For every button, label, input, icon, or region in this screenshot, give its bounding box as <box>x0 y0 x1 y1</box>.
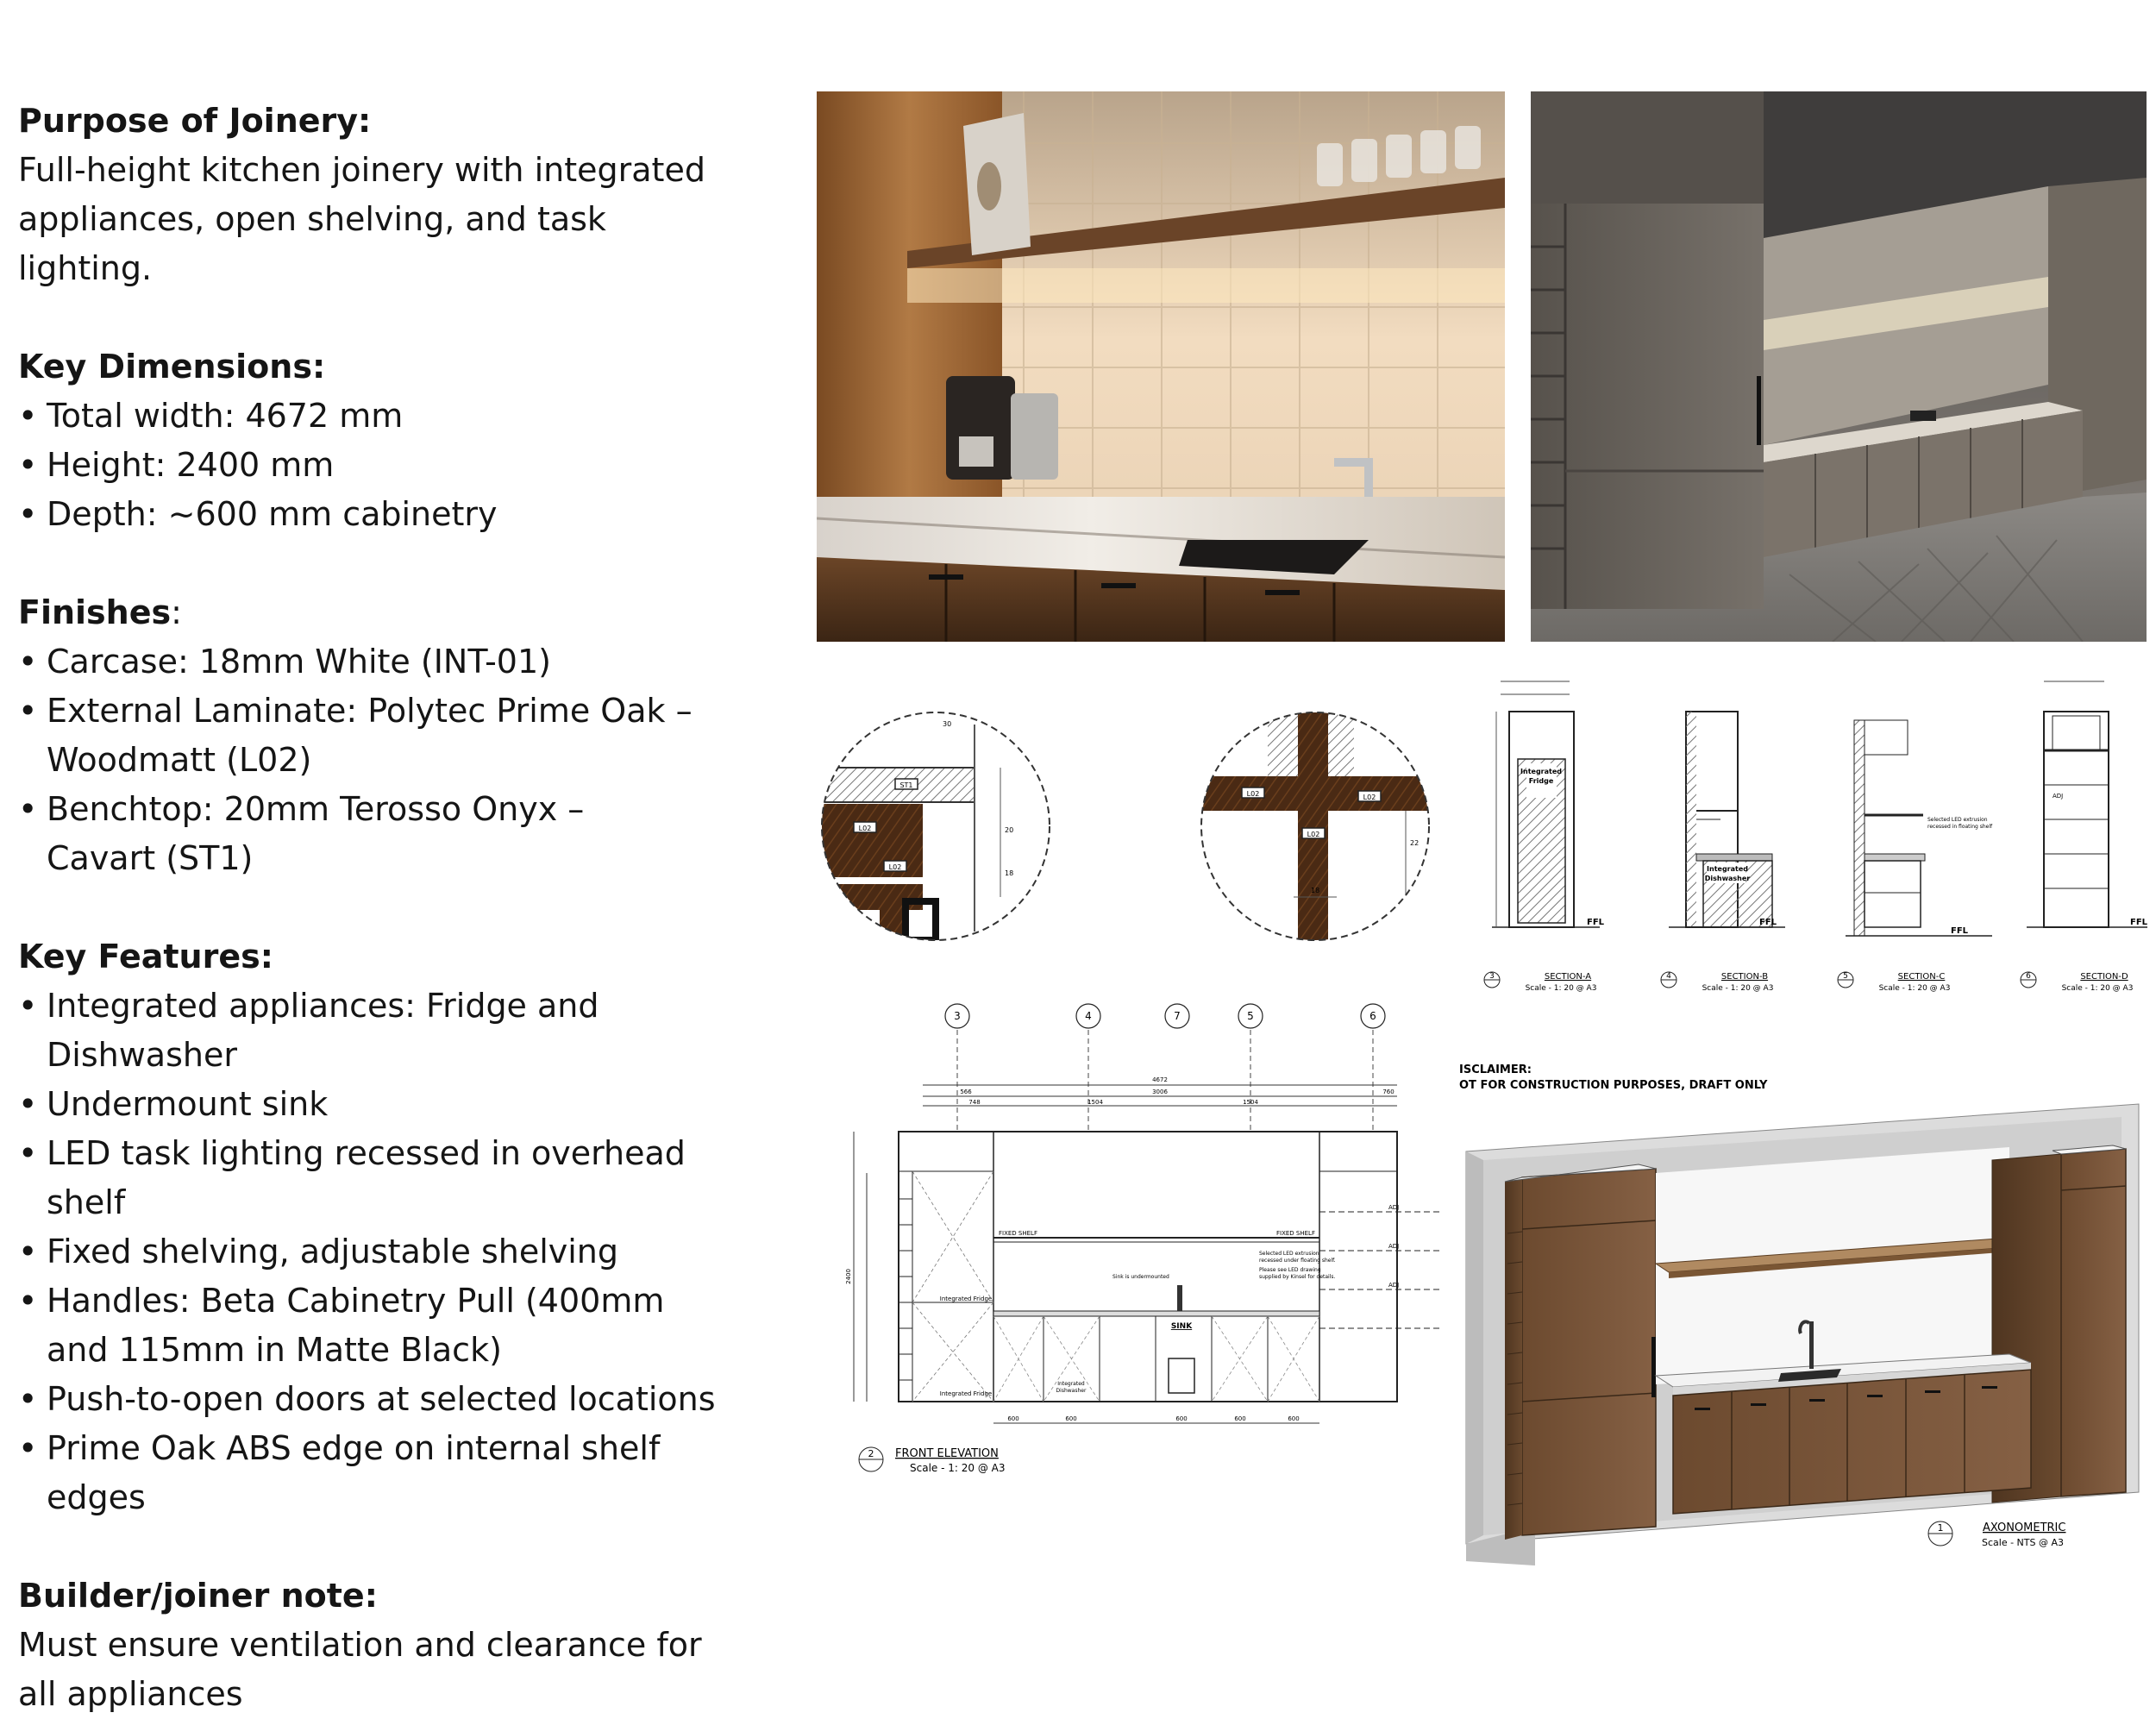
purpose-text: Full-height kitchen joinery with integrated appliances, open shelving, and task lighting. <box>18 151 705 287</box>
dimensions-heading: Key Dimensions: <box>18 348 326 386</box>
elevation-sink-label: SINK <box>1170 1322 1193 1331</box>
detail-dim: 22 <box>1410 839 1420 847</box>
finishes-colon: : <box>171 593 182 631</box>
elevation-scale: Scale - 1: 20 @ A3 <box>910 1462 1006 1474</box>
detail-circle-left <box>819 707 1061 949</box>
finishes-list <box>18 637 699 883</box>
section-b-scale: Scale - 1: 20 @ A3 <box>1702 984 1774 993</box>
features-heading: Key Features: <box>18 938 273 976</box>
elevation-marker: 6 <box>1369 1010 1376 1022</box>
elevation-marker: 4 <box>1085 1010 1092 1022</box>
detail-tag: ST1 <box>899 781 913 789</box>
section-d-title: SECTION-D <box>2080 972 2128 982</box>
section-a-drawing <box>1475 673 1613 992</box>
detail-tag: L02 <box>1307 831 1320 838</box>
elevation-adj-label: ADJ <box>1388 1282 1400 1289</box>
axonometric-number: 1 <box>1937 1522 1944 1534</box>
elevation-adj-label: ADJ <box>1388 1204 1400 1211</box>
section-d-drawing <box>2009 673 2156 992</box>
elevation-dim: 748 <box>968 1099 981 1106</box>
section-c-note1: Selected LED extrusion <box>1927 817 1988 823</box>
section-a-ffl: FFL <box>1587 918 1605 927</box>
elevation-led-note: recessed under floating shelf. <box>1259 1258 1336 1264</box>
elevation-height-dim: 2400 <box>845 1269 852 1284</box>
section-c-drawing <box>1828 673 2001 992</box>
list-item: • Prime Oak ABS edge on internal shelf edges <box>18 1424 760 1522</box>
axonometric-scale: Scale - NTS @ A3 <box>1982 1537 2065 1548</box>
list-item: • Fixed shelving, adjustable shelving <box>18 1227 760 1277</box>
elevation-bottom-dim: 600 <box>1175 1415 1188 1422</box>
list-item: • Benchtop: 20mm Terosso Onyx – Cavart (ST1) <box>18 785 699 883</box>
section-d-ffl: FFL <box>2130 918 2148 927</box>
list-item: • Integrated appliances: Fridge and Dishwasher <box>18 982 760 1080</box>
kitchen-photo-installed <box>1531 91 2147 642</box>
elevation-bottom-dim: 600 <box>1065 1415 1077 1422</box>
spec-text-column <box>18 97 794 1719</box>
note-text: Must ensure ventilation and clearance for all appliances <box>18 1626 702 1713</box>
section-c-note2: recessed in floating shelf <box>1927 824 1993 830</box>
elevation-bottom-dim: 600 <box>1234 1415 1246 1422</box>
elevation-fixed-shelf: FIXED SHELF <box>999 1230 1037 1237</box>
list-item: • External Laminate: Polytec Prime Oak – Woodmatt (L02) <box>18 687 699 785</box>
detail-circle-right <box>1199 707 1440 949</box>
finishes-heading: Finishes <box>18 593 172 631</box>
elevation-fridge-label: Integrated Fridge <box>939 1390 993 1397</box>
finishes-heading-line <box>18 588 794 637</box>
detail-tag: L02 <box>858 825 872 832</box>
section-d-adj: ADJ <box>2053 793 2064 800</box>
axonometric-title: AXONOMETRIC <box>1983 1521 2066 1534</box>
section-b-label2: Dishwasher <box>1704 875 1751 882</box>
list-item: • Carcase: 18mm White (INT-01) <box>18 637 699 687</box>
elevation-overall-dim: 4672 <box>1152 1076 1168 1083</box>
section-a-title: SECTION-A <box>1544 972 1592 982</box>
elevation-dim: 3006 <box>1152 1088 1168 1095</box>
detail-dim: 18 <box>1005 869 1014 877</box>
elevation-dim: 760 <box>1382 1088 1395 1095</box>
section-c-ffl: FFL <box>1951 926 1969 936</box>
section-a-scale: Scale - 1: 20 @ A3 <box>1525 984 1597 993</box>
elevation-adj-label: ADJ <box>1388 1243 1400 1250</box>
disclaimer-line1: ISCLAIMER: <box>1459 1063 1532 1076</box>
elevation-fridge-label: Integrated Fridge <box>939 1296 993 1302</box>
list-item: • Height: 2400 mm <box>18 441 794 490</box>
purpose-heading: Purpose of Joinery: <box>18 102 372 140</box>
detail-dim: 18 <box>1311 887 1320 894</box>
detail-tag: L02 <box>1246 790 1260 798</box>
elevation-dim: 566 <box>960 1088 972 1095</box>
section-b-label1: Integrated <box>1707 865 1748 873</box>
section-c-scale: Scale - 1: 20 @ A3 <box>1878 984 1951 993</box>
elevation-bottom-dim: 600 <box>1288 1415 1300 1422</box>
section-b-drawing <box>1651 673 1789 992</box>
list-item: • Depth: ~600 mm cabinetry <box>18 490 794 539</box>
front-elevation-drawing <box>837 1001 1457 1484</box>
list-item: • Undermount sink <box>18 1080 760 1129</box>
note-heading: Builder/joiner note: <box>18 1577 378 1615</box>
list-item: • LED task lighting recessed in overhead shelf <box>18 1129 760 1227</box>
elevation-led-note: Please see LED drawing <box>1259 1267 1321 1273</box>
section-b-title: SECTION-B <box>1720 972 1769 982</box>
list-item: • Handles: Beta Cabinetry Pull (400mm and 115mm in Matte Black) <box>18 1277 719 1375</box>
list-item: • Push-to-open doors at selected locations <box>18 1375 760 1424</box>
elevation-title: FRONT ELEVATION <box>895 1447 999 1460</box>
kitchen-photo-closeup <box>817 91 1505 642</box>
elevation-dishwasher-label: Integrated <box>1057 1381 1085 1387</box>
elevation-led-note: Selected LED extrusion <box>1259 1251 1319 1257</box>
section-c-number: 5 <box>1843 972 1848 981</box>
elevation-marker: 3 <box>954 1010 961 1022</box>
elevation-dim: 1504 <box>1087 1099 1103 1106</box>
elevation-marker: 5 <box>1247 1010 1254 1022</box>
disclaimer-line2: OT FOR CONSTRUCTION PURPOSES, DRAFT ONLY <box>1459 1079 1768 1092</box>
section-d-number: 6 <box>2026 972 2031 981</box>
detail-dim: 30 <box>943 720 952 728</box>
detail-tag: L02 <box>1363 794 1376 801</box>
elevation-fixed-shelf: FIXED SHELF <box>1276 1230 1315 1237</box>
elevation-led-note: supplied by Kinsel for details. <box>1259 1274 1336 1280</box>
elevation-marker: 7 <box>1174 1010 1181 1022</box>
elevation-dishwasher-label: Dishwasher <box>1056 1388 1087 1394</box>
dimensions-list <box>18 392 794 539</box>
elevation-sink-note: Sink is undermounted <box>1112 1274 1169 1280</box>
detail-tag: L02 <box>888 863 902 871</box>
section-a-label1: Integrated <box>1520 768 1562 775</box>
axonometric-drawing <box>1457 1078 2147 1561</box>
features-list <box>18 982 760 1522</box>
section-c-title: SECTION-C <box>1897 972 1946 982</box>
elevation-bottom-dim: 600 <box>1007 1415 1019 1422</box>
elevation-number: 2 <box>868 1448 874 1459</box>
section-b-number: 4 <box>1666 972 1671 981</box>
list-item: • Total width: 4672 mm <box>18 392 794 441</box>
section-b-ffl: FFL <box>1759 918 1777 927</box>
detail-dim: 20 <box>1005 826 1014 834</box>
section-a-label2: Fridge <box>1528 777 1554 785</box>
section-a-number: 3 <box>1489 972 1495 981</box>
section-d-scale: Scale - 1: 20 @ A3 <box>2061 984 2134 993</box>
elevation-dim: 1504 <box>1243 1099 1258 1106</box>
